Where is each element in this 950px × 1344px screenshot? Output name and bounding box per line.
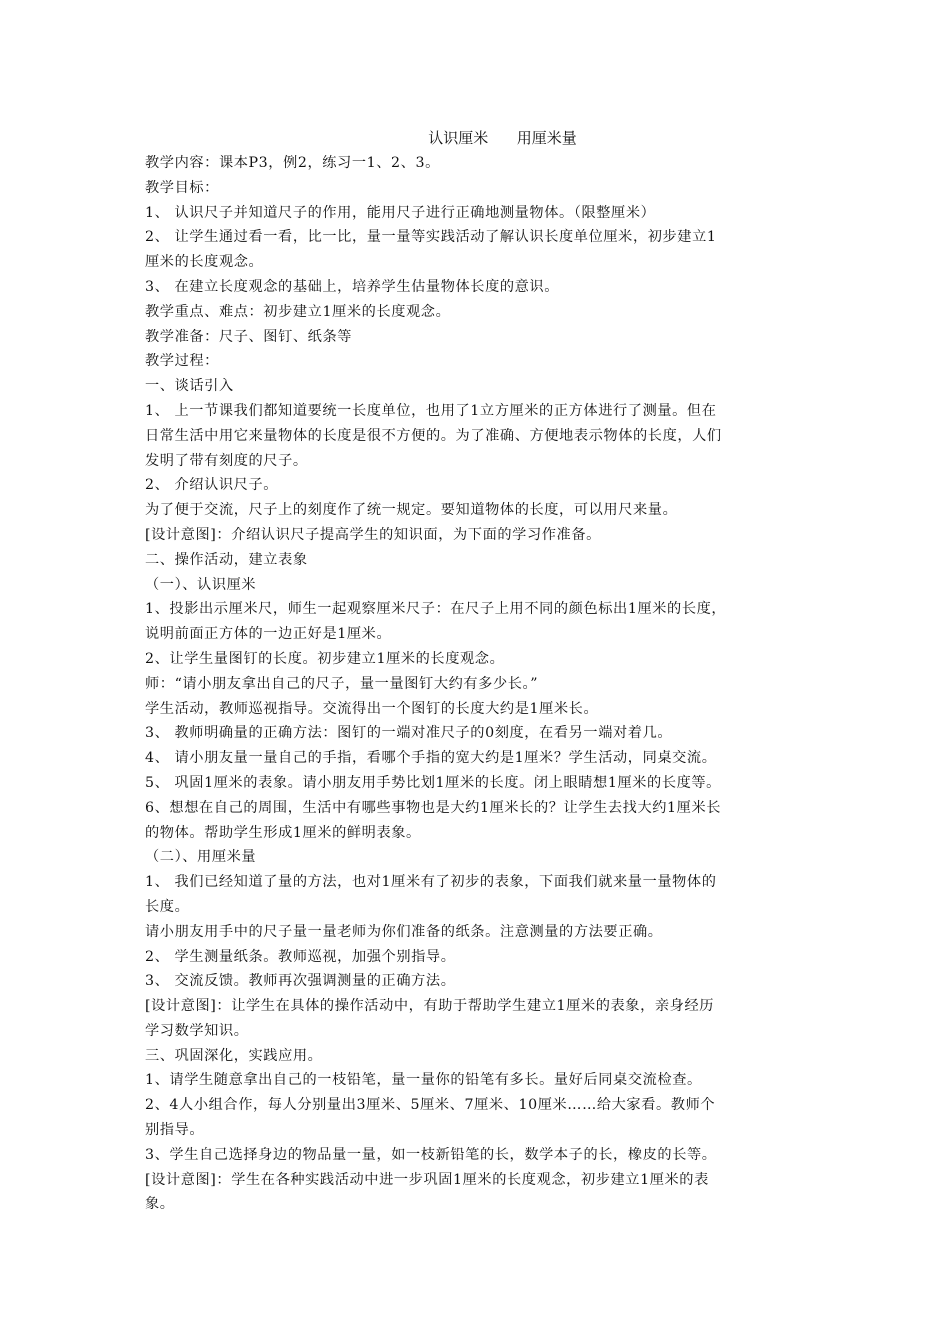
text-line: 的物体。帮助学生形成1厘米的鲜明表象。 xyxy=(145,824,421,841)
document-title: 认识厘米 用厘米量 xyxy=(428,129,577,147)
text-line: 2、 学生测量纸条。教师巡视，加强个别指导。 xyxy=(145,948,456,965)
document-page xyxy=(145,126,810,1217)
text-line: 2、4人小组合作，每人分别量出3厘米、5厘米、7厘米、10厘米……给大家看。教师个 xyxy=(145,1097,716,1114)
text-line: 长度。 xyxy=(145,898,190,915)
section-heading: 二、操作活动，建立表象 xyxy=(145,551,308,568)
text-line: 2、让学生量图钉的长度。初步建立1厘米的长度观念。 xyxy=(145,650,505,667)
design-intent-line: [设计意图]：学生在各种实践活动中进一步巩固1厘米的长度观念，初步建立1厘米的表 xyxy=(145,1171,709,1188)
text-line: 为了便于交流，尺子上的刻度作了统一规定。要知道物体的长度，可以用尺来量。 xyxy=(145,502,678,519)
text-line: 日常生活中用它来量物体的长度是很不方便的。为了准确、方便地表示物体的长度，人们 xyxy=(145,427,722,444)
text-line: 请小朋友用手中的尺子量一量老师为你们准备的纸条。注意测量的方法要正确。 xyxy=(145,923,663,940)
text-line: 1、 我们已经知道了量的方法，也对1厘米有了初步的表象，下面我们就来量一量物体的 xyxy=(145,874,717,891)
text-line: 象。 xyxy=(145,1196,175,1213)
text-line: 1、 上一节课我们都知道要统一长度单位，也用了1立方厘米的正方体进行了测量。但在 xyxy=(145,402,717,419)
text-line: 教学过程： xyxy=(145,353,219,370)
text-line: 别指导。 xyxy=(145,1122,205,1139)
text-line: 厘米的长度观念。 xyxy=(145,254,264,271)
subsection-heading: （一）、认识厘米 xyxy=(145,576,257,593)
text-line: 3、 交流反馈。教师再次强调测量的正确方法。 xyxy=(145,973,456,990)
text-line: 2、 让学生通过看一看，比一比，量一量等实践活动了解认识长度单位厘米，初步建立1 xyxy=(145,229,717,246)
text-line: 教学重点、难点：初步建立1厘米的长度观念。 xyxy=(145,303,451,320)
text-line: 1、投影出示厘米尺，师生一起观察厘米尺子：在尺子上用不同的颜色标出1厘米的长度， xyxy=(145,601,727,618)
text-line: 教学准备：尺子、图钉、纸条等 xyxy=(145,328,353,345)
text-line: 1、 认识尺子并知道尺子的作用，能用尺子进行正确地测量物体。（限整厘米） xyxy=(145,204,656,221)
section-heading: 三、巩固深化，实践应用。 xyxy=(145,1047,323,1064)
text-line: 2、 介绍认识尺子。 xyxy=(145,477,279,494)
text-line: 5、 巩固1厘米的表象。请小朋友用手势比划1厘米的长度。闭上眼睛想1厘米的长度等。 xyxy=(145,774,721,791)
text-line: 师：“请小朋友拿出自己的尺子，量一量图钉大约有多少长。” xyxy=(145,675,539,692)
text-line: 3、 在建立长度观念的基础上，培养学生估量物体长度的意识。 xyxy=(145,278,560,295)
text-line: 教学内容：课本P3，例2，练习一1、2、3。 xyxy=(145,155,440,171)
section-heading: 一、谈话引入 xyxy=(145,378,234,395)
subsection-heading: （二）、用厘米量 xyxy=(145,849,257,866)
text-line: 学习数学知识。 xyxy=(145,1022,249,1039)
text-line: 说明前面正方体的一边正好是1厘米。 xyxy=(145,626,392,643)
document-body xyxy=(145,151,810,1217)
design-intent-line: [设计意图]：让学生在具体的操作活动中，有助于帮助学生建立1厘米的表象，亲身经历 xyxy=(145,998,715,1015)
text-line: 3、 教师明确量的正确方法：图钉的一端对准尺子的0刻度，在看另一端对着几。 xyxy=(145,725,673,742)
text-line: 3、学生自己选择身边的物品量一量，如一枝新铅笔的长，数学本子的长，橡皮的长等。 xyxy=(145,1146,717,1163)
text-line: 4、 请小朋友量一量自己的手指，看哪个手指的宽大约是1厘米？学生活动，同桌交流。 xyxy=(145,750,717,767)
text-line: 6、想想在自己的周围，生活中有哪些事物也是大约1厘米长的？让学生去找大约1厘米长 xyxy=(145,799,722,816)
text-line: 1、请学生随意拿出自己的一枝铅笔，量一量你的铅笔有多长。量好后同桌交流检查。 xyxy=(145,1072,702,1089)
text-line: 发明了带有刻度的尺子。 xyxy=(145,452,308,469)
design-intent-line: [设计意图]：介绍认识尺子提高学生的知识面，为下面的学习作准备。 xyxy=(145,526,601,543)
text-line: 教学目标： xyxy=(145,179,219,196)
text-line: 学生活动，教师巡视指导。交流得出一个图钉的长度大约是1厘米长。 xyxy=(145,700,599,717)
